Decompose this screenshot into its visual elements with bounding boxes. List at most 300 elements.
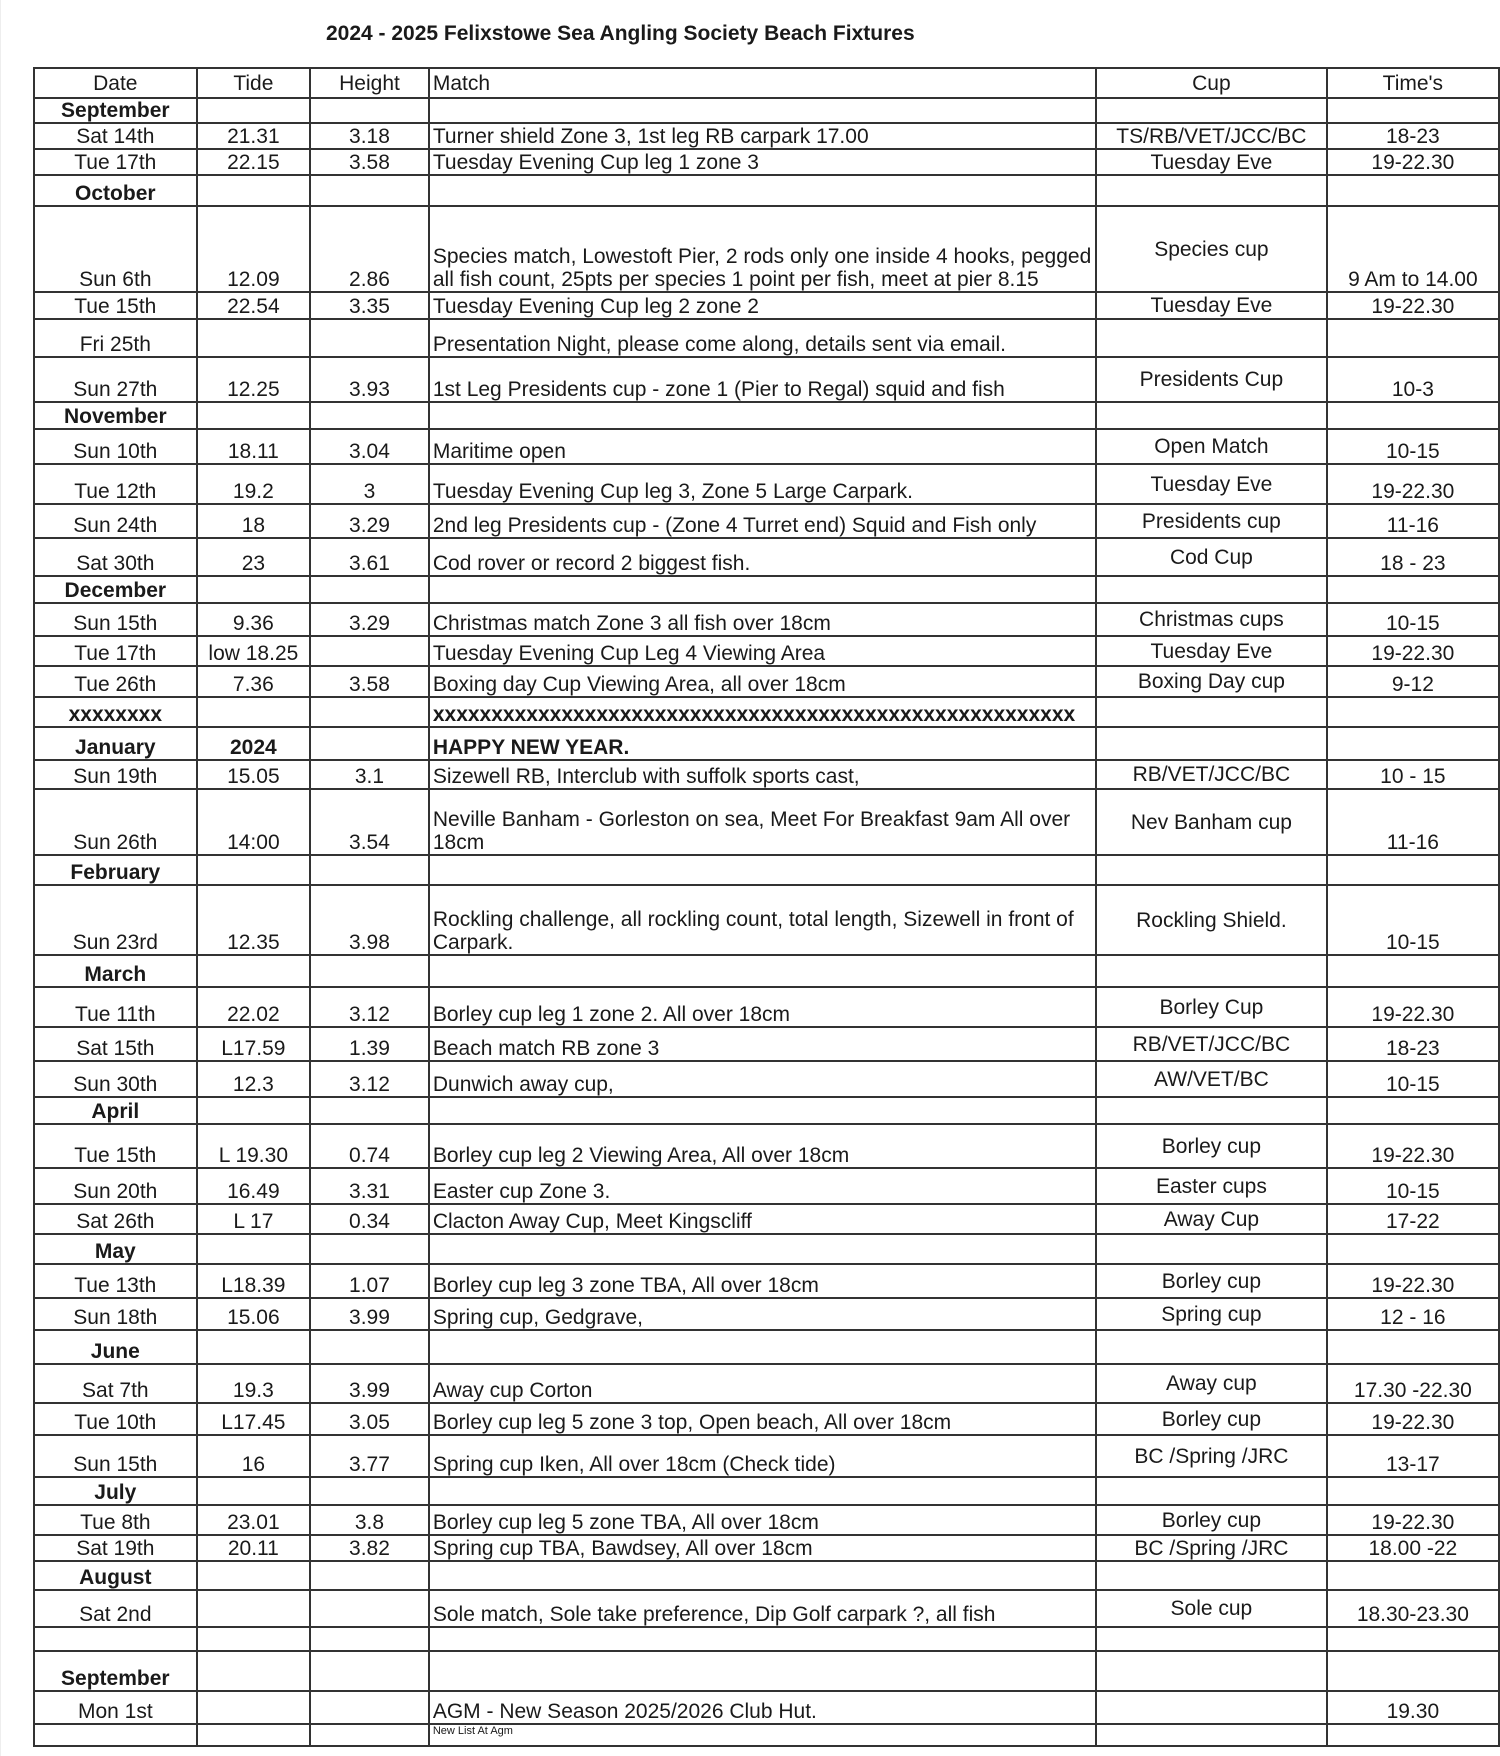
fixture-row [34, 603, 1499, 636]
match-cell: Easter cup Zone 3. [429, 1168, 1096, 1204]
column-header-tide: Tide [197, 68, 310, 98]
height-cell: 3.93 [310, 357, 429, 402]
time-cell: 18.30-23.30 [1327, 1590, 1499, 1627]
tide-cell: 18 [197, 504, 310, 538]
match-cell [429, 855, 1096, 885]
date-cell: April [34, 1097, 197, 1124]
date-cell: Sun 19th [34, 760, 197, 789]
date-cell: December [34, 576, 197, 603]
date-cell: Sun 15th [34, 603, 197, 636]
tide-cell: 16.49 [197, 1168, 310, 1204]
header-row [34, 68, 1499, 98]
cup-cell [1096, 175, 1327, 206]
tide-cell: 22.02 [197, 987, 310, 1027]
time-cell [1327, 98, 1499, 123]
cup-cell: Tuesday Eve [1096, 464, 1327, 504]
match-cell [429, 402, 1096, 429]
height-cell: 0.74 [310, 1124, 429, 1168]
match-cell: Borley cup leg 1 zone 2. All over 18cm [429, 987, 1096, 1027]
match-cell: New List At Agm [429, 1724, 1096, 1746]
cup-cell [1096, 576, 1327, 603]
time-cell [1327, 175, 1499, 206]
time-cell: 19.30 [1327, 1691, 1499, 1724]
match-cell [429, 1651, 1096, 1691]
tide-cell: 21.31 [197, 123, 310, 149]
cup-cell: Boxing Day cup [1096, 666, 1327, 697]
column-header-height: Height [310, 68, 429, 98]
height-cell: 3.35 [310, 292, 429, 319]
month-row [34, 1651, 1499, 1691]
cup-cell: Away cup [1096, 1364, 1327, 1403]
match-cell: Beach match RB zone 3 [429, 1027, 1096, 1061]
time-cell [1327, 697, 1499, 727]
month-row [34, 175, 1499, 206]
fixture-row [34, 464, 1499, 504]
match-cell: Spring cup, Gedgrave, [429, 1298, 1096, 1330]
month-row [34, 1477, 1499, 1505]
time-cell [1327, 1477, 1499, 1505]
date-cell: Sun 23rd [34, 885, 197, 955]
time-cell: 11-16 [1327, 504, 1499, 538]
tide-cell [197, 1691, 310, 1724]
match-cell [429, 1627, 1096, 1651]
match-cell: Dunwich away cup, [429, 1061, 1096, 1097]
tide-cell: 12.25 [197, 357, 310, 402]
height-cell: 3.58 [310, 666, 429, 697]
match-cell: 2nd leg Presidents cup - (Zone 4 Turret end) Squid and Fish only [429, 504, 1096, 538]
column-header-times: Time's [1327, 68, 1499, 98]
tide-cell [197, 1651, 310, 1691]
match-cell: Boxing day Cup Viewing Area, all over 18cm [429, 666, 1096, 697]
date-cell: November [34, 402, 197, 429]
tide-cell: 23 [197, 538, 310, 576]
month-row [34, 1561, 1499, 1590]
match-cell: Borley cup leg 2 Viewing Area, All over 18cm [429, 1124, 1096, 1168]
height-cell [310, 1724, 429, 1746]
date-cell: Sun 24th [34, 504, 197, 538]
column-header-cup: Cup [1096, 68, 1327, 98]
date-cell: March [34, 955, 197, 987]
time-cell: 10-15 [1327, 1061, 1499, 1097]
height-cell [310, 1627, 429, 1651]
height-cell: 3.29 [310, 504, 429, 538]
time-cell [1327, 576, 1499, 603]
cup-cell [1096, 855, 1327, 885]
match-cell [429, 175, 1096, 206]
blank-row [34, 1627, 1499, 1651]
fixtures-table [33, 67, 1500, 1747]
height-cell: 1.39 [310, 1027, 429, 1061]
date-cell: Sun 18th [34, 1298, 197, 1330]
date-cell: Tue 8th [34, 1505, 197, 1535]
match-cell: AGM - New Season 2025/2026 Club Hut. [429, 1691, 1096, 1724]
time-cell: 18-23 [1327, 1027, 1499, 1061]
cup-cell: Tuesday Eve [1096, 149, 1327, 175]
cup-cell: Borley cup [1096, 1264, 1327, 1298]
match-cell: Clacton Away Cup, Meet Kingscliff [429, 1204, 1096, 1234]
cup-cell [1096, 98, 1327, 123]
height-cell: 3.58 [310, 149, 429, 175]
fixture-row [34, 1403, 1499, 1435]
tide-cell [197, 1590, 310, 1627]
time-cell: 19-22.30 [1327, 1505, 1499, 1535]
month-row [34, 98, 1499, 123]
date-cell [34, 1627, 197, 1651]
match-cell: Borley cup leg 5 zone 3 top, Open beach, All over 18cm [429, 1403, 1096, 1435]
tide-cell: 19.3 [197, 1364, 310, 1403]
match-cell [429, 1234, 1096, 1264]
height-cell: 3.29 [310, 603, 429, 636]
time-cell: 17-22 [1327, 1204, 1499, 1234]
fixture-row [34, 1535, 1499, 1561]
month-row [34, 1234, 1499, 1264]
cup-cell: Nev Banham cup [1096, 789, 1327, 855]
tide-cell: 12.3 [197, 1061, 310, 1097]
time-cell [1327, 1561, 1499, 1590]
date-cell: May [34, 1234, 197, 1264]
date-cell: February [34, 855, 197, 885]
height-cell [310, 319, 429, 357]
height-cell: 3.31 [310, 1168, 429, 1204]
match-cell: Presentation Night, please come along, details sent via email. [429, 319, 1096, 357]
fixture-row [34, 1168, 1499, 1204]
match-cell [429, 576, 1096, 603]
tide-cell [197, 576, 310, 603]
match-cell: Maritime open [429, 429, 1096, 464]
match-cell: Borley cup leg 3 zone TBA, All over 18cm [429, 1264, 1096, 1298]
time-cell: 19-22.30 [1327, 636, 1499, 666]
date-cell: Tue 13th [34, 1264, 197, 1298]
fixture-row [34, 206, 1499, 292]
cup-cell: Open Match [1096, 429, 1327, 464]
height-cell [310, 402, 429, 429]
tide-cell: 12.09 [197, 206, 310, 292]
height-cell: 3.77 [310, 1435, 429, 1477]
tide-cell [197, 402, 310, 429]
time-cell [1327, 727, 1499, 760]
page-title: 2024 - 2025 Felixstowe Sea Angling Society Beach Fixtures [326, 22, 915, 45]
height-cell: 3.04 [310, 429, 429, 464]
cup-cell: Away Cup [1096, 1204, 1327, 1234]
match-cell [429, 1477, 1096, 1505]
height-cell [310, 855, 429, 885]
tide-cell [197, 1330, 310, 1364]
match-cell [429, 955, 1096, 987]
height-cell [310, 98, 429, 123]
fixture-row [34, 1124, 1499, 1168]
cup-cell: Tuesday Eve [1096, 636, 1327, 666]
fixture-row [34, 357, 1499, 402]
time-cell: 19-22.30 [1327, 1264, 1499, 1298]
time-cell [1327, 855, 1499, 885]
cup-cell [1096, 727, 1327, 760]
tide-cell: 16 [197, 1435, 310, 1477]
cup-cell: BC /Spring /JRC [1096, 1435, 1327, 1477]
height-cell: 2.86 [310, 206, 429, 292]
time-cell [1327, 1651, 1499, 1691]
height-cell: 3.99 [310, 1298, 429, 1330]
date-cell: Tue 26th [34, 666, 197, 697]
height-cell [310, 576, 429, 603]
time-cell: 17.30 -22.30 [1327, 1364, 1499, 1403]
time-cell [1327, 319, 1499, 357]
sep-row [34, 697, 1499, 727]
height-cell [310, 955, 429, 987]
date-cell: June [34, 1330, 197, 1364]
match-cell: Neville Banham - Gorleston on sea, Meet For Breakfast 9am All over 18cm [429, 789, 1096, 855]
cup-cell [1096, 1691, 1327, 1724]
cup-cell [1096, 1561, 1327, 1590]
time-cell: 10 - 15 [1327, 760, 1499, 789]
tide-cell: 9.36 [197, 603, 310, 636]
date-cell: Sun 27th [34, 357, 197, 402]
cup-cell [1096, 1330, 1327, 1364]
match-cell: HAPPY NEW YEAR. [429, 727, 1096, 760]
match-cell [429, 1561, 1096, 1590]
time-cell: 19-22.30 [1327, 1403, 1499, 1435]
height-cell [310, 1651, 429, 1691]
match-cell: Rockling challenge, all rockling count, total length, Sizewell in front of Carpark. [429, 885, 1096, 955]
time-cell [1327, 1627, 1499, 1651]
fixture-row [34, 987, 1499, 1027]
date-cell: Mon 1st [34, 1691, 197, 1724]
match-cell: xxxxxxxxxxxxxxxxxxxxxxxxxxxxxxxxxxxxxxxxxxxxxxxxxxxxxxx [429, 697, 1096, 727]
height-cell [310, 636, 429, 666]
height-cell [310, 1590, 429, 1627]
fixture-row [34, 1364, 1499, 1403]
date-cell: Sun 26th [34, 789, 197, 855]
fixture-row [34, 292, 1499, 319]
cup-cell [1096, 1097, 1327, 1124]
tide-cell: 23.01 [197, 1505, 310, 1535]
fixture-row [34, 760, 1499, 789]
date-cell: October [34, 175, 197, 206]
height-cell: 3.8 [310, 1505, 429, 1535]
height-cell: 3.05 [310, 1403, 429, 1435]
fixture-row [34, 1264, 1499, 1298]
tide-cell: L18.39 [197, 1264, 310, 1298]
fixture-row [34, 636, 1499, 666]
time-cell: 18 - 23 [1327, 538, 1499, 576]
date-cell: Sat 15th [34, 1027, 197, 1061]
time-cell: 19-22.30 [1327, 149, 1499, 175]
month-row [34, 855, 1499, 885]
tide-cell: 15.05 [197, 760, 310, 789]
date-cell: Sat 14th [34, 123, 197, 149]
time-cell: 19-22.30 [1327, 464, 1499, 504]
tide-cell: 15.06 [197, 1298, 310, 1330]
tide-cell [197, 697, 310, 727]
fixture-row [34, 1505, 1499, 1535]
match-cell: Turner shield Zone 3, 1st leg RB carpark 17.00 [429, 123, 1096, 149]
height-cell: 3.82 [310, 1535, 429, 1561]
cup-cell: Borley cup [1096, 1124, 1327, 1168]
height-cell [310, 175, 429, 206]
tide-cell: 14:00 [197, 789, 310, 855]
fixture-row [34, 789, 1499, 855]
match-cell: Cod rover or record 2 biggest fish. [429, 538, 1096, 576]
date-cell: Sat 2nd [34, 1590, 197, 1627]
date-cell: Tue 17th [34, 149, 197, 175]
date-cell: September [34, 1651, 197, 1691]
match-cell: Tuesday Evening Cup leg 2 zone 2 [429, 292, 1096, 319]
height-cell: 3.1 [310, 760, 429, 789]
month-row [34, 1097, 1499, 1124]
height-cell [310, 1477, 429, 1505]
date-cell: Sun 30th [34, 1061, 197, 1097]
time-cell [1327, 402, 1499, 429]
tide-cell [197, 98, 310, 123]
height-cell: 3.12 [310, 987, 429, 1027]
height-cell: 3.12 [310, 1061, 429, 1097]
height-cell [310, 1234, 429, 1264]
cup-cell: Presidents Cup [1096, 357, 1327, 402]
tide-cell [197, 955, 310, 987]
tide-cell: L17.45 [197, 1403, 310, 1435]
cup-cell: Easter cups [1096, 1168, 1327, 1204]
time-cell: 10-3 [1327, 357, 1499, 402]
fixture-row [34, 123, 1499, 149]
height-cell: 3.54 [310, 789, 429, 855]
cup-cell: RB/VET/JCC/BC [1096, 760, 1327, 789]
month-row [34, 1330, 1499, 1364]
date-cell: Tue 15th [34, 1124, 197, 1168]
height-cell [310, 727, 429, 760]
height-cell [310, 1561, 429, 1590]
column-header-date: Date [34, 68, 197, 98]
cup-cell [1096, 697, 1327, 727]
height-cell: 3.61 [310, 538, 429, 576]
match-cell [429, 1097, 1096, 1124]
date-cell: Tue 10th [34, 1403, 197, 1435]
match-cell: Tuesday Evening Cup Leg 4 Viewing Area [429, 636, 1096, 666]
time-cell: 18-23 [1327, 123, 1499, 149]
tide-cell [197, 1561, 310, 1590]
tide-cell: 22.54 [197, 292, 310, 319]
height-cell: 3.18 [310, 123, 429, 149]
match-cell: Sizewell RB, Interclub with suffolk sports cast, [429, 760, 1096, 789]
time-cell: 19-22.30 [1327, 292, 1499, 319]
tide-cell: 7.36 [197, 666, 310, 697]
date-cell: January [34, 727, 197, 760]
date-cell [34, 1724, 197, 1746]
height-cell: 1.07 [310, 1264, 429, 1298]
time-cell: 10-15 [1327, 1168, 1499, 1204]
cup-cell: Sole cup [1096, 1590, 1327, 1627]
fixture-row [34, 538, 1499, 576]
partial-row [34, 1724, 1499, 1746]
tide-cell [197, 1724, 310, 1746]
cup-cell: Spring cup [1096, 1298, 1327, 1330]
fixture-row [34, 885, 1499, 955]
fixture-row [34, 1298, 1499, 1330]
height-cell: 3 [310, 464, 429, 504]
time-cell: 11-16 [1327, 789, 1499, 855]
match-cell: Borley cup leg 5 zone TBA, All over 18cm [429, 1505, 1096, 1535]
cup-cell [1096, 402, 1327, 429]
tide-cell: L 17 [197, 1204, 310, 1234]
cup-cell: RB/VET/JCC/BC [1096, 1027, 1327, 1061]
date-cell: Tue 12th [34, 464, 197, 504]
height-cell [310, 697, 429, 727]
time-cell [1327, 955, 1499, 987]
fixture-row [34, 149, 1499, 175]
height-cell [310, 1691, 429, 1724]
match-cell: Spring cup Iken, All over 18cm (Check tide) [429, 1435, 1096, 1477]
time-cell: 9-12 [1327, 666, 1499, 697]
time-cell: 10-15 [1327, 603, 1499, 636]
date-cell: Tue 17th [34, 636, 197, 666]
match-cell: Away cup Corton [429, 1364, 1096, 1403]
date-cell: Tue 15th [34, 292, 197, 319]
tide-cell [197, 1477, 310, 1505]
cup-cell: BC /Spring /JRC [1096, 1535, 1327, 1561]
date-cell: Sat 30th [34, 538, 197, 576]
height-cell: 0.34 [310, 1204, 429, 1234]
cup-cell: Christmas cups [1096, 603, 1327, 636]
fixture-row [34, 1061, 1499, 1097]
match-cell: Tuesday Evening Cup leg 1 zone 3 [429, 149, 1096, 175]
tide-cell: 12.35 [197, 885, 310, 955]
tide-cell: 22.15 [197, 149, 310, 175]
tide-cell: L 19.30 [197, 1124, 310, 1168]
cup-cell: Borley cup [1096, 1505, 1327, 1535]
date-cell: Sun 6th [34, 206, 197, 292]
height-cell: 3.99 [310, 1364, 429, 1403]
fixture-row [34, 319, 1499, 357]
height-cell [310, 1097, 429, 1124]
time-cell [1327, 1330, 1499, 1364]
match-cell: Spring cup TBA, Bawdsey, All over 18cm [429, 1535, 1096, 1561]
date-cell: xxxxxxxx [34, 697, 197, 727]
tide-cell: L17.59 [197, 1027, 310, 1061]
cup-cell [1096, 1651, 1327, 1691]
cup-cell [1096, 1724, 1327, 1746]
cup-cell [1096, 1627, 1327, 1651]
cup-cell [1096, 1477, 1327, 1505]
time-cell: 13-17 [1327, 1435, 1499, 1477]
match-cell: Species match, Lowestoft Pier, 2 rods only one inside 4 hooks, pegged all fish count, 25pts per species 1 point per fish, meet at pier 8.15 [429, 206, 1096, 292]
tide-cell: 18.11 [197, 429, 310, 464]
tide-cell [197, 1097, 310, 1124]
cup-cell [1096, 955, 1327, 987]
month-row [34, 402, 1499, 429]
cup-cell: Tuesday Eve [1096, 292, 1327, 319]
time-cell: 10-15 [1327, 429, 1499, 464]
fixture-row [34, 429, 1499, 464]
fixture-row [34, 1590, 1499, 1627]
date-cell: Sun 20th [34, 1168, 197, 1204]
cup-cell: TS/RB/VET/JCC/BC [1096, 123, 1327, 149]
cup-cell: Cod Cup [1096, 538, 1327, 576]
fixture-row [34, 1691, 1499, 1724]
time-cell: 18.00 -22 [1327, 1535, 1499, 1561]
time-cell: 10-15 [1327, 885, 1499, 955]
date-cell: Sat 7th [34, 1364, 197, 1403]
match-cell [429, 98, 1096, 123]
tide-cell: low 18.25 [197, 636, 310, 666]
date-cell: Sun 10th [34, 429, 197, 464]
match-cell: Sole match, Sole take preference, Dip Golf carpark ?, all fish [429, 1590, 1096, 1627]
date-cell: Fri 25th [34, 319, 197, 357]
match-cell [429, 1330, 1096, 1364]
tide-cell: 2024 [197, 727, 310, 760]
tide-cell: 20.11 [197, 1535, 310, 1561]
month-row [34, 955, 1499, 987]
tide-cell: 19.2 [197, 464, 310, 504]
tide-cell [197, 1234, 310, 1264]
date-cell: Sat 26th [34, 1204, 197, 1234]
